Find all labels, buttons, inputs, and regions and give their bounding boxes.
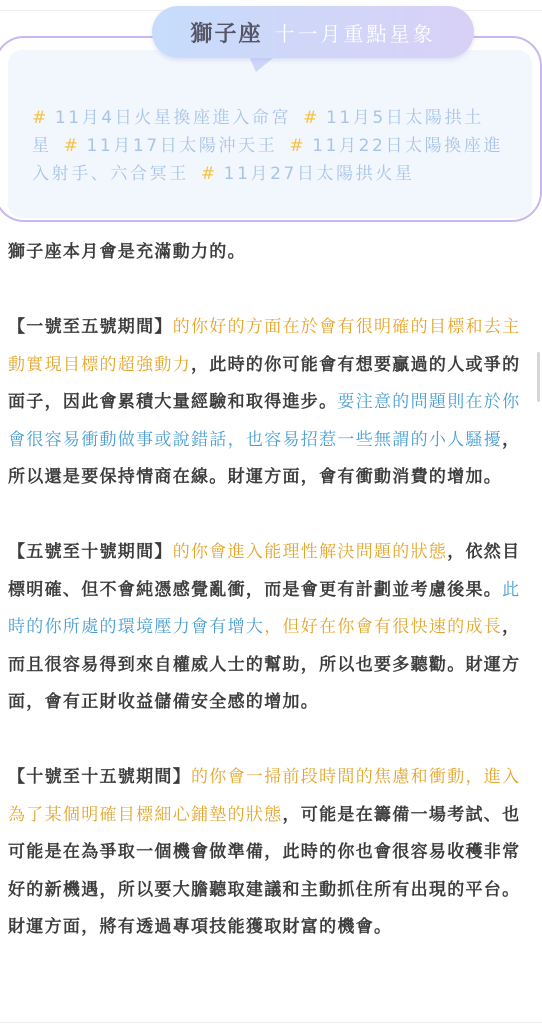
period-label: 【十號至十五號期間】: [8, 767, 191, 787]
period-label: 【一號至五號期間】: [8, 317, 173, 337]
month-subtitle: 十一月重點星象: [274, 21, 436, 46]
title-bubble: [152, 6, 474, 58]
highlight-text-blue: 要注意的問題則在於你會很容易衝動做事或說錯話，也容易招惹一些無謂的小人騷擾: [8, 392, 521, 450]
monthly-highlights-card: [0, 0, 542, 230]
section-paragraph-3: [8, 759, 538, 947]
body-text: ，此時的你可能會有想要贏過的人或爭的面子，因此會累積大量經驗和取得進步。: [8, 354, 521, 412]
highlight-text-orange: ，但好在你會有很快速的成長: [264, 617, 503, 637]
highlight-text-orange: 的你會進入能理性解決問題的狀態: [172, 542, 448, 562]
hash-icon: #: [289, 136, 307, 156]
section-paragraph-2: [8, 534, 538, 722]
highlight-item: # 11月22日太陽換座進入射手、六合冥王: [32, 136, 504, 184]
body-text: ，而且很容易得到來自權威人士的幫助，所以也要多聽勸。財運方面，會有正財收益儲備安全感的增加。: [8, 617, 521, 712]
body-text: ，可能是在籌備一場考試、也可能是在為爭取一個機會做準備，此時的你也會很容易收穫非常好的新機遇，所以要大膽聽取建議和主動抓住所有出現的平台。財運方面，將有透過專項技能獲取財富的機會。: [8, 804, 521, 937]
section-paragraph-1: [8, 309, 538, 497]
highlight-item: # 11月4日火星換座進入命宮: [32, 108, 292, 128]
hash-icon: #: [32, 108, 49, 128]
article-body: [8, 234, 538, 947]
body-text: ，依然目標明確、但不會純憑感覺亂衝，而是會更有計劃並考慮後果。: [8, 542, 521, 600]
scrollbar-thumb[interactable]: [537, 352, 540, 402]
highlight-item: # 11月5日太陽拱土星: [32, 108, 484, 156]
highlight-list: [32, 104, 510, 188]
period-label: 【五號至十號期間】: [8, 542, 173, 562]
highlight-text-orange: 的你好的方面在於會有很明確的目標和去主動實現目標的超強動力: [8, 317, 521, 375]
hash-icon: #: [200, 164, 218, 184]
hash-icon: #: [63, 136, 81, 156]
highlight-item: # 11月17日太陽沖天王: [63, 136, 278, 156]
hash-icon: #: [303, 108, 320, 128]
body-text: ，所以還是要保持情商在線。財運方面，會有衝動消費的增加。: [8, 429, 521, 487]
intro-paragraph: 獅子座本月會是充滿動力的。: [8, 242, 246, 262]
zodiac-sign-title: 獅子座: [190, 21, 263, 47]
highlight-item: # 11月27日太陽拱火星: [200, 164, 415, 184]
highlight-text-orange: 的你會一掃前段時間的焦慮和衝動，進入為了某個明確目標細心鋪墊的狀態: [8, 767, 521, 825]
bottom-divider: [0, 1022, 542, 1023]
highlight-text-blue: 此時的你所處的環境壓力會有增大: [8, 579, 521, 637]
